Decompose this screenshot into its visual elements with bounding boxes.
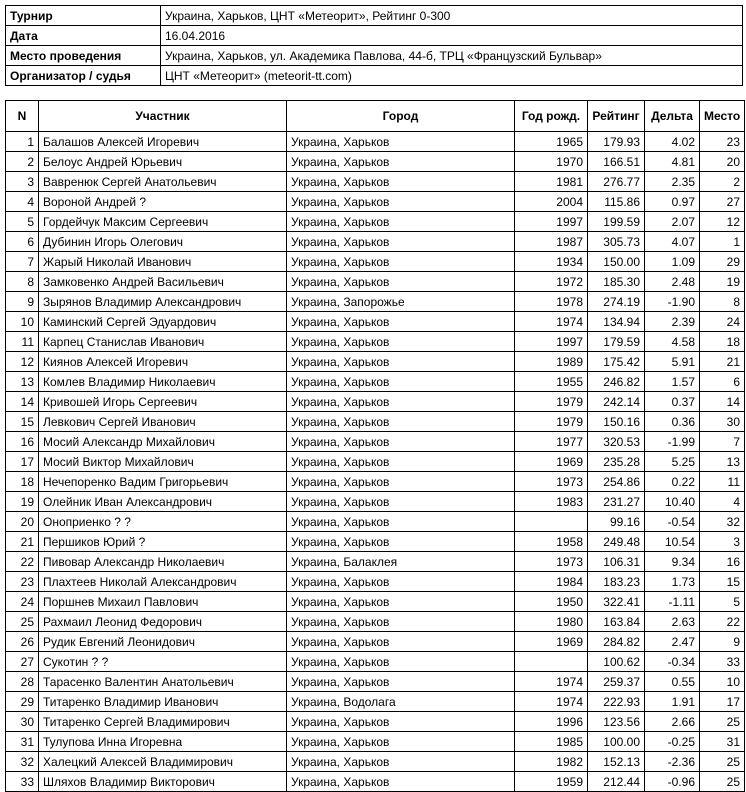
- cell-city: Украина, Харьков: [287, 512, 515, 532]
- table-row: [6, 492, 745, 512]
- cell-delta: 0.36: [645, 412, 700, 432]
- cell-place: 27: [700, 192, 745, 212]
- cell-birth-year: 1973: [515, 552, 588, 572]
- cell-delta: 10.40: [645, 492, 700, 512]
- cell-city: Украина, Харьков: [287, 632, 515, 652]
- cell-number: 21: [6, 532, 39, 552]
- table-row: [6, 432, 745, 452]
- cell-number: 16: [6, 432, 39, 452]
- cell-rating: 106.31: [588, 552, 645, 572]
- cell-delta: 0.55: [645, 672, 700, 692]
- table-row: [6, 712, 745, 732]
- cell-participant: Вавренюк Сергей Анатольевич: [39, 172, 287, 192]
- cell-delta: 1.91: [645, 692, 700, 712]
- table-row: [6, 212, 745, 232]
- cell-birth-year: 1996: [515, 712, 588, 732]
- cell-place: 11: [700, 472, 745, 492]
- organizer-label: Организатор / судья: [6, 66, 161, 86]
- cell-participant: Рудик Евгений Леонидович: [39, 632, 287, 652]
- table-row: [6, 272, 745, 292]
- cell-city: Украина, Харьков: [287, 572, 515, 592]
- date-label: Дата: [6, 26, 161, 46]
- cell-rating: 274.19: [588, 292, 645, 312]
- cell-delta: 1.09: [645, 252, 700, 272]
- cell-rating: 320.53: [588, 432, 645, 452]
- cell-place: 6: [700, 372, 745, 392]
- cell-city: Украина, Харьков: [287, 652, 515, 672]
- organizer-value: ЦНТ «Метеорит» (meteorit-tt.com): [161, 66, 743, 86]
- cell-city: Украина, Харьков: [287, 532, 515, 552]
- table-row: [6, 472, 745, 492]
- cell-place: 32: [700, 512, 745, 532]
- table-row: [6, 452, 745, 472]
- cell-participant: Титаренко Владимир Иванович: [39, 692, 287, 712]
- cell-city: Украина, Харьков: [287, 452, 515, 472]
- cell-number: 1: [6, 132, 39, 152]
- cell-birth-year: 1981: [515, 172, 588, 192]
- cell-city: Украина, Харьков: [287, 212, 515, 232]
- cell-delta: -0.54: [645, 512, 700, 532]
- cell-number: 13: [6, 372, 39, 392]
- info-row-organizer: [6, 66, 743, 86]
- cell-rating: 212.44: [588, 772, 645, 792]
- cell-city: Украина, Харьков: [287, 712, 515, 732]
- cell-participant: Тулупова Инна Игоревна: [39, 732, 287, 752]
- cell-birth-year: [515, 512, 588, 532]
- cell-participant: Зырянов Владимир Александрович: [39, 292, 287, 312]
- cell-number: 31: [6, 732, 39, 752]
- tournament-value: Украина, Харьков, ЦНТ «Метеорит», Рейтинг 0-300: [161, 6, 743, 26]
- cell-delta: 4.58: [645, 332, 700, 352]
- cell-number: 29: [6, 692, 39, 712]
- cell-birth-year: 1974: [515, 692, 588, 712]
- cell-rating: 175.42: [588, 352, 645, 372]
- cell-place: 20: [700, 152, 745, 172]
- cell-city: Украина, Харьков: [287, 732, 515, 752]
- table-row: [6, 312, 745, 332]
- cell-city: Украина, Харьков: [287, 412, 515, 432]
- cell-birth-year: 1997: [515, 332, 588, 352]
- cell-number: 30: [6, 712, 39, 732]
- venue-label: Место проведения: [6, 46, 161, 66]
- cell-rating: 99.16: [588, 512, 645, 532]
- cell-place: 12: [700, 212, 745, 232]
- cell-delta: -1.11: [645, 592, 700, 612]
- cell-birth-year: 1982: [515, 752, 588, 772]
- cell-number: 10: [6, 312, 39, 332]
- cell-participant: Жарый Николай Иванович: [39, 252, 287, 272]
- cell-participant: Карпец Станислав Иванович: [39, 332, 287, 352]
- cell-birth-year: 1985: [515, 732, 588, 752]
- table-row: [6, 192, 745, 212]
- col-header-place: Место: [700, 101, 745, 132]
- cell-place: 8: [700, 292, 745, 312]
- col-header-participant: Участник: [39, 101, 287, 132]
- cell-rating: 115.86: [588, 192, 645, 212]
- cell-participant: Каминский Сергей Эдуардович: [39, 312, 287, 332]
- cell-delta: 4.81: [645, 152, 700, 172]
- cell-participant: Дубинин Игорь Олегович: [39, 232, 287, 252]
- cell-place: 30: [700, 412, 745, 432]
- cell-city: Украина, Харьков: [287, 312, 515, 332]
- cell-city: Украина, Харьков: [287, 232, 515, 252]
- cell-number: 24: [6, 592, 39, 612]
- cell-birth-year: 1969: [515, 452, 588, 472]
- cell-number: 20: [6, 512, 39, 532]
- cell-number: 3: [6, 172, 39, 192]
- cell-delta: 2.48: [645, 272, 700, 292]
- table-row: [6, 692, 745, 712]
- cell-number: 4: [6, 192, 39, 212]
- cell-participant: Балашов Алексей Игоревич: [39, 132, 287, 152]
- table-row: [6, 292, 745, 312]
- cell-participant: Сукотин ? ?: [39, 652, 287, 672]
- cell-place: 23: [700, 132, 745, 152]
- table-row: [6, 152, 745, 172]
- cell-rating: 222.93: [588, 692, 645, 712]
- cell-delta: 0.37: [645, 392, 700, 412]
- cell-place: 2: [700, 172, 745, 192]
- cell-place: 24: [700, 312, 745, 332]
- cell-rating: 134.94: [588, 312, 645, 332]
- cell-delta: 0.22: [645, 472, 700, 492]
- cell-delta: -0.25: [645, 732, 700, 752]
- cell-city: Украина, Харьков: [287, 672, 515, 692]
- cell-delta: 4.07: [645, 232, 700, 252]
- cell-place: 17: [700, 692, 745, 712]
- cell-birth-year: 1989: [515, 352, 588, 372]
- info-row-date: [6, 26, 743, 46]
- table-row: [6, 652, 745, 672]
- cell-birth-year: 1934: [515, 252, 588, 272]
- cell-city: Украина, Харьков: [287, 252, 515, 272]
- cell-participant: Поршнев Михаил Павлович: [39, 592, 287, 612]
- table-row: [6, 772, 745, 792]
- cell-birth-year: 1958: [515, 532, 588, 552]
- cell-participant: Комлев Владимир Николаевич: [39, 372, 287, 392]
- cell-number: 9: [6, 292, 39, 312]
- cell-delta: -0.96: [645, 772, 700, 792]
- cell-participant: Левкович Сергей Иванович: [39, 412, 287, 432]
- cell-rating: 123.56: [588, 712, 645, 732]
- cell-number: 12: [6, 352, 39, 372]
- info-row-venue: [6, 46, 743, 66]
- cell-birth-year: 1983: [515, 492, 588, 512]
- cell-participant: Гордейчук Максим Сергеевич: [39, 212, 287, 232]
- cell-number: 15: [6, 412, 39, 432]
- cell-participant: Першиков Юрий ?: [39, 532, 287, 552]
- cell-city: Украина, Харьков: [287, 332, 515, 352]
- cell-delta: 2.35: [645, 172, 700, 192]
- cell-city: Украина, Харьков: [287, 352, 515, 372]
- table-row: [6, 232, 745, 252]
- cell-birth-year: 1979: [515, 392, 588, 412]
- cell-rating: 322.41: [588, 592, 645, 612]
- cell-delta: 5.25: [645, 452, 700, 472]
- cell-birth-year: 1974: [515, 672, 588, 692]
- cell-birth-year: 1972: [515, 272, 588, 292]
- cell-place: 10: [700, 672, 745, 692]
- cell-rating: 100.62: [588, 652, 645, 672]
- cell-delta: 4.02: [645, 132, 700, 152]
- cell-rating: 259.37: [588, 672, 645, 692]
- cell-city: Украина, Харьков: [287, 752, 515, 772]
- cell-rating: 284.82: [588, 632, 645, 652]
- cell-birth-year: 1974: [515, 312, 588, 332]
- cell-city: Украина, Харьков: [287, 192, 515, 212]
- table-row: [6, 732, 745, 752]
- cell-place: 25: [700, 752, 745, 772]
- cell-city: Украина, Харьков: [287, 392, 515, 412]
- cell-place: 13: [700, 452, 745, 472]
- cell-number: 33: [6, 772, 39, 792]
- cell-participant: Оноприенко ? ?: [39, 512, 287, 532]
- cell-rating: 254.86: [588, 472, 645, 492]
- cell-rating: 276.77: [588, 172, 645, 192]
- cell-birth-year: 1955: [515, 372, 588, 392]
- cell-number: 28: [6, 672, 39, 692]
- cell-rating: 246.82: [588, 372, 645, 392]
- cell-number: 25: [6, 612, 39, 632]
- cell-city: Украина, Харьков: [287, 372, 515, 392]
- cell-delta: -1.90: [645, 292, 700, 312]
- table-row: [6, 592, 745, 612]
- cell-delta: 0.97: [645, 192, 700, 212]
- cell-delta: 10.54: [645, 532, 700, 552]
- table-row: [6, 352, 745, 372]
- cell-birth-year: [515, 652, 588, 672]
- cell-rating: 152.13: [588, 752, 645, 772]
- cell-rating: 150.16: [588, 412, 645, 432]
- cell-city: Украина, Харьков: [287, 272, 515, 292]
- cell-number: 6: [6, 232, 39, 252]
- cell-participant: Нечепоренко Вадим Григорьевич: [39, 472, 287, 492]
- cell-number: 32: [6, 752, 39, 772]
- cell-delta: 5.91: [645, 352, 700, 372]
- cell-rating: 249.48: [588, 532, 645, 552]
- cell-rating: 166.51: [588, 152, 645, 172]
- col-header-number: N: [6, 101, 39, 132]
- cell-participant: Шляхов Владимир Викторович: [39, 772, 287, 792]
- cell-number: 26: [6, 632, 39, 652]
- cell-city: Украина, Харьков: [287, 592, 515, 612]
- cell-rating: 179.59: [588, 332, 645, 352]
- cell-city: Украина, Харьков: [287, 172, 515, 192]
- table-row: [6, 572, 745, 592]
- cell-place: 33: [700, 652, 745, 672]
- cell-place: 22: [700, 612, 745, 632]
- cell-rating: 100.00: [588, 732, 645, 752]
- table-row: [6, 532, 745, 552]
- table-row: [6, 672, 745, 692]
- cell-delta: -1.99: [645, 432, 700, 452]
- col-header-birth-year: Год рожд.: [515, 101, 588, 132]
- cell-city: Украина, Харьков: [287, 772, 515, 792]
- cell-participant: Тарасенко Валентин Анатольевич: [39, 672, 287, 692]
- cell-delta: -2.36: [645, 752, 700, 772]
- cell-city: Украина, Харьков: [287, 132, 515, 152]
- table-row: [6, 512, 745, 532]
- cell-place: 25: [700, 712, 745, 732]
- cell-delta: 9.34: [645, 552, 700, 572]
- cell-birth-year: 1973: [515, 472, 588, 492]
- cell-birth-year: 1977: [515, 432, 588, 452]
- table-row: [6, 412, 745, 432]
- cell-city: Украина, Харьков: [287, 472, 515, 492]
- cell-delta: 1.73: [645, 572, 700, 592]
- cell-place: 31: [700, 732, 745, 752]
- table-row: [6, 332, 745, 352]
- cell-participant: Вороной Андрей ?: [39, 192, 287, 212]
- cell-city: Украина, Запорожье: [287, 292, 515, 312]
- cell-city: Украина, Водолага: [287, 692, 515, 712]
- cell-birth-year: 1979: [515, 412, 588, 432]
- results-body: [6, 132, 745, 792]
- cell-participant: Титаренко Сергей Владимирович: [39, 712, 287, 732]
- cell-number: 8: [6, 272, 39, 292]
- cell-number: 17: [6, 452, 39, 472]
- cell-number: 7: [6, 252, 39, 272]
- cell-delta: 1.57: [645, 372, 700, 392]
- cell-delta: 2.07: [645, 212, 700, 232]
- table-row: [6, 752, 745, 772]
- table-row: [6, 612, 745, 632]
- table-row: [6, 252, 745, 272]
- cell-delta: 2.47: [645, 632, 700, 652]
- col-header-delta: Дельта: [645, 101, 700, 132]
- cell-place: 7: [700, 432, 745, 452]
- cell-participant: Мосий Александр Михайлович: [39, 432, 287, 452]
- cell-rating: 185.30: [588, 272, 645, 292]
- cell-participant: Мосий Виктор Михайлович: [39, 452, 287, 472]
- cell-number: 11: [6, 332, 39, 352]
- cell-rating: 163.84: [588, 612, 645, 632]
- cell-birth-year: 1959: [515, 772, 588, 792]
- cell-city: Украина, Харьков: [287, 152, 515, 172]
- cell-place: 25: [700, 772, 745, 792]
- cell-number: 27: [6, 652, 39, 672]
- cell-participant: Рахмаил Леонид Федорович: [39, 612, 287, 632]
- venue-value: Украина, Харьков, ул. Академика Павлова, 44-б, ТРЦ «Французский Бульвар»: [161, 46, 743, 66]
- tournament-label: Турнир: [6, 6, 161, 26]
- cell-city: Украина, Балаклея: [287, 552, 515, 572]
- col-header-rating: Рейтинг: [588, 101, 645, 132]
- cell-place: 19: [700, 272, 745, 292]
- cell-number: 14: [6, 392, 39, 412]
- cell-participant: Пивовар Александр Николаевич: [39, 552, 287, 572]
- cell-place: 15: [700, 572, 745, 592]
- cell-participant: Халецкий Алексей Владимирович: [39, 752, 287, 772]
- cell-participant: Замковенко Андрей Васильевич: [39, 272, 287, 292]
- cell-participant: Плахтеев Николай Александрович: [39, 572, 287, 592]
- cell-birth-year: 1970: [515, 152, 588, 172]
- cell-place: 5: [700, 592, 745, 612]
- cell-birth-year: 1984: [515, 572, 588, 592]
- cell-number: 2: [6, 152, 39, 172]
- cell-number: 23: [6, 572, 39, 592]
- cell-birth-year: 1950: [515, 592, 588, 612]
- cell-place: 4: [700, 492, 745, 512]
- cell-participant: Кривошей Игорь Сергеевич: [39, 392, 287, 412]
- cell-city: Украина, Харьков: [287, 492, 515, 512]
- cell-city: Украина, Харьков: [287, 612, 515, 632]
- cell-birth-year: 1987: [515, 232, 588, 252]
- cell-birth-year: 1969: [515, 632, 588, 652]
- cell-birth-year: 1980: [515, 612, 588, 632]
- cell-delta: -0.34: [645, 652, 700, 672]
- cell-place: 29: [700, 252, 745, 272]
- cell-number: 5: [6, 212, 39, 232]
- cell-rating: 235.28: [588, 452, 645, 472]
- cell-participant: Белоус Андрей Юрьевич: [39, 152, 287, 172]
- cell-number: 19: [6, 492, 39, 512]
- cell-place: 3: [700, 532, 745, 552]
- cell-city: Украина, Харьков: [287, 432, 515, 452]
- col-header-city: Город: [287, 101, 515, 132]
- cell-number: 18: [6, 472, 39, 492]
- cell-birth-year: 1978: [515, 292, 588, 312]
- cell-participant: Киянов Алексей Игоревич: [39, 352, 287, 372]
- cell-rating: 179.93: [588, 132, 645, 152]
- cell-birth-year: 1965: [515, 132, 588, 152]
- results-table: [5, 100, 745, 792]
- table-row: [6, 552, 745, 572]
- cell-rating: 231.27: [588, 492, 645, 512]
- cell-rating: 150.00: [588, 252, 645, 272]
- cell-number: 22: [6, 552, 39, 572]
- date-value: 16.04.2016: [161, 26, 743, 46]
- cell-delta: 2.39: [645, 312, 700, 332]
- table-row: [6, 172, 745, 192]
- cell-rating: 242.14: [588, 392, 645, 412]
- cell-delta: 2.66: [645, 712, 700, 732]
- table-row: [6, 392, 745, 412]
- cell-place: 9: [700, 632, 745, 652]
- table-row: [6, 132, 745, 152]
- cell-place: 16: [700, 552, 745, 572]
- cell-delta: 2.63: [645, 612, 700, 632]
- table-row: [6, 632, 745, 652]
- table-row: [6, 372, 745, 392]
- cell-birth-year: 1997: [515, 212, 588, 232]
- cell-place: 1: [700, 232, 745, 252]
- cell-rating: 183.23: [588, 572, 645, 592]
- cell-rating: 305.73: [588, 232, 645, 252]
- cell-place: 18: [700, 332, 745, 352]
- info-row-tournament: [6, 6, 743, 26]
- cell-birth-year: 2004: [515, 192, 588, 212]
- cell-rating: 199.59: [588, 212, 645, 232]
- header-row: [6, 101, 745, 132]
- tournament-info-table: [5, 5, 743, 86]
- cell-place: 21: [700, 352, 745, 372]
- cell-participant: Олейник Иван Александрович: [39, 492, 287, 512]
- cell-place: 14: [700, 392, 745, 412]
